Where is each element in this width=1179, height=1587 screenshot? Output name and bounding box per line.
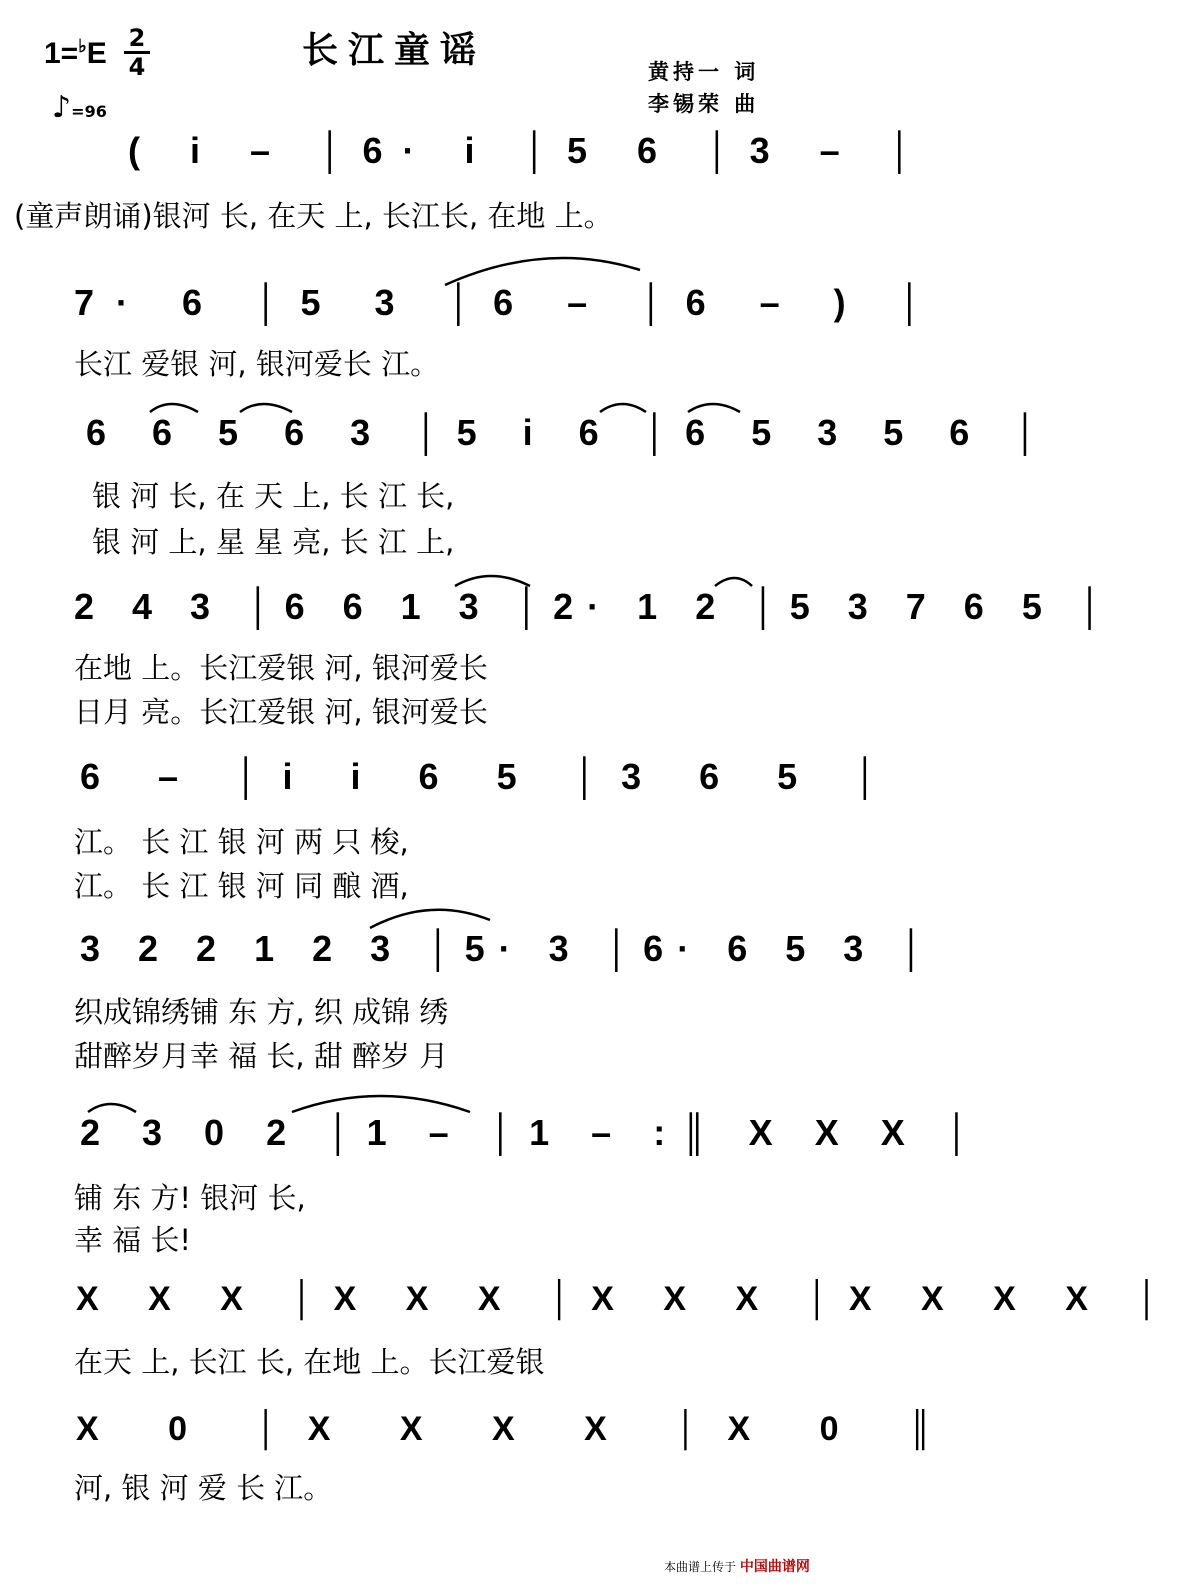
notation-row-3: 6 6 5 6 3 │5 i 6 │6 5 3 5 6 │ xyxy=(86,412,1056,453)
meter-top: 2 xyxy=(128,24,146,52)
meter-bottom: 4 xyxy=(128,53,146,81)
lyric-row-1: (童声朗诵)银河 长, 在天 上, 长江长, 在地 上。 xyxy=(14,199,613,233)
composer: 李锡荣 曲 xyxy=(648,91,760,116)
lyric-row-3a: 银 河 长, 在 天 上, 长 江 长, xyxy=(92,479,455,513)
lyric-row-2: 长江 爱银 河, 银河爱长 江。 xyxy=(74,347,440,381)
lyric-row-5b: 江。 长 江 银 河 同 酿 酒, xyxy=(74,869,409,903)
notation-row-6: 3 2 2 1 2 3 │5· 3 │6· 6 5 3 │ xyxy=(80,928,938,969)
lyric-row-7b: 幸 福 长! xyxy=(74,1223,192,1257)
tempo-marking: ♪=96 xyxy=(52,90,107,125)
lyric-row-7a: 铺 东 方! 银河 长, xyxy=(74,1181,306,1215)
notation-row-8: X X X │X X X │X X X │X X X X │ xyxy=(76,1280,1179,1318)
notation-row-5: 6 – │i i 6 5 │3 6 5 │ xyxy=(80,756,902,797)
lyric-row-3b: 银 河 上, 星 星 亮, 长 江 上, xyxy=(92,525,455,559)
lyric-row-8: 在天 上, 长江 长, 在地 上。长江爱银 xyxy=(74,1345,545,1379)
site-logo: 中国曲谱网 xyxy=(739,1559,810,1575)
lyric-row-9: 河, 银 河 爱 长 江。 xyxy=(74,1471,333,1505)
footer-credit: 本曲谱上传于 中国曲谱网 xyxy=(664,1559,810,1575)
song-title: 长江童谣 xyxy=(302,29,487,71)
notation-row-7: 2 3 0 2 │1 – │1 – :║ X X X │ xyxy=(80,1112,986,1153)
notation-row-1: ( i – │6· i │5 6 │3 – │ xyxy=(128,130,933,171)
notation-row-4: 2 4 3 │6 6 1 3 │2· 1 2 │5 3 7 6 5 │ xyxy=(74,586,1117,627)
flat-sign: ♭ xyxy=(78,36,87,56)
lyric-row-4b: 日月 亮。长江爱银 河, 银河爱长 xyxy=(74,695,488,729)
notation-row-2: 7· 6 │5 3 │6 – │6 – ) │ xyxy=(74,282,945,323)
notation-row-9: X 0 │X X X X │X 0 ║ xyxy=(76,1410,963,1448)
lyric-row-6b: 甜醉岁月幸 福 长, 甜 醉岁 月 xyxy=(74,1039,449,1073)
lyricist: 黄持一 词 xyxy=(648,59,760,84)
key-signature: 1=♭E xyxy=(44,36,107,70)
lyric-row-5a: 江。 长 江 银 河 两 只 梭, xyxy=(74,825,409,859)
lyric-row-6a: 织成锦绣铺 东 方, 织 成锦 绣 xyxy=(74,995,449,1029)
eighth-note-icon: ♪ xyxy=(52,90,72,125)
lyric-row-4a: 在地 上。长江爱银 河, 银河爱长 xyxy=(74,651,488,685)
